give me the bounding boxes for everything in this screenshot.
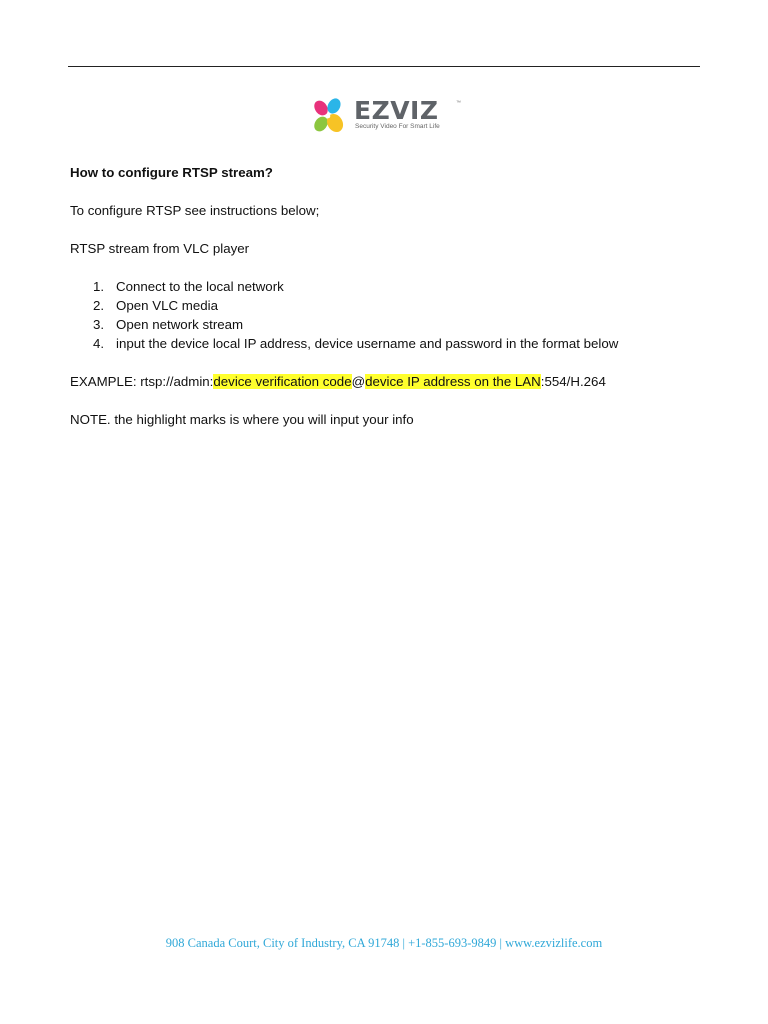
highlight-verification-code: device verification code — [213, 374, 352, 389]
header-rule — [68, 66, 700, 67]
logo-petals-icon — [308, 96, 352, 138]
doc-intro: To configure RTSP see instructions below; — [70, 203, 320, 218]
step-number: 4. — [93, 336, 105, 351]
step-number: 1. — [93, 279, 105, 294]
example-line — [70, 374, 606, 390]
logo-trademark: ™ — [456, 100, 461, 106]
step-text: Open VLC media — [116, 298, 218, 313]
example-at: @ — [351, 374, 366, 389]
ezviz-logo — [308, 96, 468, 138]
example-prefix: EXAMPLE: rtsp://admin: — [70, 374, 214, 389]
step-text: Connect to the local network — [116, 279, 284, 294]
step-number: 3. — [93, 317, 105, 332]
highlight-ip-address: device IP address on the LAN — [365, 374, 541, 389]
step-text: input the device local IP address, device username and password in the format below — [116, 336, 619, 351]
doc-title: How to configure RTSP stream? — [70, 165, 273, 180]
logo-tagline: Security Video For Smart Life — [355, 123, 440, 130]
logo-wordmark: EZVIZ — [354, 96, 439, 125]
step-text: Open network stream — [116, 317, 244, 332]
section-heading: RTSP stream from VLC player — [70, 241, 250, 256]
example-suffix: :554/H.264 — [540, 374, 606, 389]
footer-contact: 908 Canada Court, City of Industry, CA 91748 | +1-855-693-9849 | www.ezvizlife.com — [165, 936, 603, 950]
doc-note: NOTE. the highlight marks is where you will input your info — [70, 412, 414, 427]
step-number: 2. — [93, 298, 105, 313]
